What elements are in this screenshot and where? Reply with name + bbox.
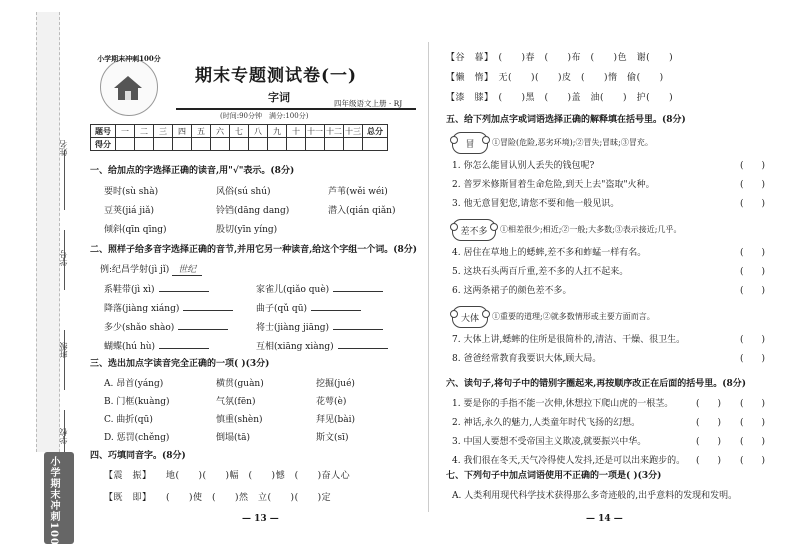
answer-paren: ( ) [740, 199, 766, 209]
q3-title: 三、选出加点字读音完全正确的一项( )(3分) [90, 359, 270, 369]
score-header-cell: 四 [173, 125, 192, 138]
q2-answer-blank [333, 320, 383, 330]
q2-item-text: 互相(xiāng xiàng) [256, 342, 334, 352]
q5-senses: ①冒险(危险,恶劣环境);②冒失;冒昧;③冒充。 [492, 138, 653, 147]
answer-paren: ( ) [740, 399, 766, 409]
brand-text: 小学期末冲刺100分 [97, 54, 161, 63]
q3-option: C. 曲折(qū) [104, 415, 153, 425]
q2-item-text: 曲子(qǔ qū) [256, 304, 307, 314]
q2-title: 二、照样子给多音字选择正确的音节,并用它另一种读音,给这个字组一个词。(8分) [90, 245, 418, 255]
score-cell [230, 138, 249, 151]
answer-paren: ( ) [740, 248, 766, 258]
score-cell [306, 138, 325, 151]
q6-sentence: 1. 要是你的手指不能一次伸,休想拉下爬山虎的一根茎。 [452, 399, 674, 409]
title-rule [176, 108, 416, 110]
score-cell [344, 138, 363, 151]
score-header-cell: 十 [287, 125, 306, 138]
q2-example [100, 262, 202, 275]
q2-item [256, 339, 388, 352]
q3-option: 气氛(fēn) [216, 397, 256, 407]
q2-item [256, 301, 361, 314]
q7-title: 七、下列句子中加点词语使用不正确的一项是( )(3分) [446, 471, 662, 481]
score-cell [116, 138, 135, 151]
score-row-label: 得分 [91, 138, 116, 151]
q2-answer-blank [159, 282, 209, 292]
q3-option: A. 昂首(yáng) [104, 379, 164, 389]
brand-badge [92, 54, 164, 114]
q1-item: 风俗(sú shú) [216, 187, 271, 197]
q1-item: 要时(sù shà) [104, 187, 159, 197]
q2-item-text: 降落(jiàng xiáng) [104, 304, 180, 314]
q1-item: 铃铛(dāng dang) [216, 206, 290, 216]
score-cell [135, 138, 154, 151]
q2-example-answer: 世纪 [172, 265, 202, 276]
q1-item: 股切(yīn yíng) [216, 225, 278, 235]
q2-answer-blank [311, 301, 361, 311]
word-cloud-badge: 大体 [452, 306, 488, 328]
q5-sentence: 5. 这块石头两百斤重,差不多的人扛不起来。 [452, 267, 629, 277]
q5-senses: ①相差很少;相近;②一般;大多数;③表示接近;几乎。 [500, 225, 682, 234]
score-cell [249, 138, 268, 151]
score-header-cell: 八 [249, 125, 268, 138]
score-header-cell: 十二 [326, 126, 342, 136]
q2-item-text: 系鞋带(jì xì) [104, 285, 155, 295]
q5-sentence: 3. 他无意冒犯您,请您不要和他一般见识。 [452, 199, 620, 209]
house-icon [112, 74, 144, 102]
q2-answer-blank [159, 339, 209, 349]
score-header-cell: 十一 [307, 126, 323, 136]
q4-row: 【懒 惰】 无( )( )皮 ( )惰 偷( ) [446, 73, 664, 83]
score-header-cell: 总分 [363, 125, 388, 138]
answer-paren: ( ) [740, 286, 766, 296]
q7-option: A. 人类利用现代科学技术获得那么多奇迹般的,出乎意料的发现和发明。 [452, 491, 738, 501]
score-cell [268, 138, 287, 151]
score-header-cell: 一 [116, 125, 135, 138]
class-label: 班级 [59, 342, 68, 358]
word-cloud-badge: 差不多 [452, 219, 496, 241]
name-label: 姓名 [59, 140, 68, 156]
class-line [64, 330, 65, 390]
q1-item: 潜入(qián qiǎn) [328, 206, 396, 216]
q3-option: 横贯(guàn) [216, 379, 264, 389]
q2-item [104, 320, 228, 333]
q2-example-text: 例:纪昌学射(jì jǐ) [100, 265, 170, 275]
score-cell [325, 138, 344, 151]
score-header-cell: 三 [154, 125, 173, 138]
q2-answer-blank [178, 320, 228, 330]
q3-option: 倒塌(tā) [216, 433, 251, 443]
q3-option: 花萼(è) [316, 397, 347, 407]
q2-answer-blank [338, 339, 388, 349]
q2-answer-blank [183, 301, 233, 311]
q2-item-text: 蝴蝶(hú hù) [104, 342, 156, 352]
q2-item-text: 家雀儿(qiǎo què) [256, 285, 330, 295]
q2-item [256, 320, 383, 333]
score-cell [287, 138, 306, 151]
answer-paren: ( ) [696, 456, 722, 466]
score-header-cell: 题号 [91, 125, 116, 138]
page-number-left: — 13 — [242, 514, 279, 524]
answer-paren: ( ) [740, 456, 766, 466]
school-label: 学校 [59, 428, 68, 444]
q3-option: D. 惩罚(chěng) [104, 433, 170, 443]
answer-paren: ( ) [740, 335, 766, 345]
exam-title: 期末专题测试卷(一) [195, 66, 358, 86]
q3-option: 拜见(bài) [316, 415, 356, 425]
score-header-cell: 五 [192, 125, 211, 138]
q6-sentence: 4. 我们很在冬天,天气冷得使人发抖,还是可以出来跑步的。 [452, 456, 686, 466]
answer-paren: ( ) [740, 418, 766, 428]
answer-paren: ( ) [740, 180, 766, 190]
id-label: 学号 [59, 250, 68, 266]
center-divider [428, 42, 429, 512]
series-logo-text: 小学期末冲刺100分 [48, 456, 59, 557]
exam-subtitle: 字词 [268, 91, 290, 104]
score-header-cell: 九 [268, 125, 287, 138]
answer-paren: ( ) [696, 418, 722, 428]
q2-item [256, 282, 383, 295]
q3-option: 慎重(shèn) [216, 415, 263, 425]
answer-paren: ( ) [740, 161, 766, 171]
q3-option: B. 门框(kuàng) [104, 397, 170, 407]
q4-row: 【既 即】 ( )使 ( )然 立( )( )定 [104, 493, 332, 503]
q1-item: 倾斜(qīn qīng) [104, 225, 167, 235]
score-cell [192, 138, 211, 151]
score-cell [211, 138, 230, 151]
name-line [64, 150, 65, 210]
q2-item [104, 339, 209, 352]
q3-option: 斯文(sī) [316, 433, 349, 443]
q3-option: 挖掘(jué) [316, 379, 355, 389]
word-cloud-badge: 冒 [452, 132, 488, 154]
score-header-cell: 七 [230, 125, 249, 138]
answer-paren: ( ) [696, 399, 722, 409]
page-number-right: — 14 — [586, 514, 623, 524]
time-info: (时间:90分钟 满分:100分) [220, 112, 309, 120]
q5-title: 五、给下列加点字或词语选择正确的解释填在括号里。(8分) [446, 115, 686, 125]
answer-paren: ( ) [740, 354, 766, 364]
grade-label: 四年级语文上册 · RJ [334, 99, 403, 108]
score-header-cell: 十三 [345, 126, 361, 136]
q4-row: 【漆 膝】 ( )黑 ( )盖 油( ) 护( ) [446, 93, 674, 103]
q5-sentence: 6. 这两条裙子的颜色差不多。 [452, 286, 572, 296]
q1-title: 一、给加点的字选择正确的读音,用"√"表示。(8分) [90, 166, 295, 176]
answer-paren: ( ) [740, 437, 766, 447]
answer-paren: ( ) [696, 437, 722, 447]
score-cell [173, 138, 192, 151]
q4-row: 【谷 暮】 ( )春 ( )布 ( )色 谢( ) [446, 53, 674, 63]
q2-item-text: 多少(shǎo shào) [104, 323, 175, 333]
q5-senses: ①重要的道理;②就多数情形或主要方面而言。 [492, 312, 655, 321]
score-table [90, 124, 388, 151]
binding-band [36, 12, 60, 452]
q1-item: 豆荚(jiá jiǎ) [104, 206, 154, 216]
q5-sentence: 1. 你怎么能冒认别人丢失的钱包呢? [452, 161, 595, 171]
q4-row: 【震 振】 地( )( )幅 ( )憾 ( )奋人心 [104, 471, 351, 481]
score-header-cell: 六 [211, 125, 230, 138]
score-header-cell: 二 [135, 125, 154, 138]
q6-title: 六、读句子,将句子中的错别字圈起来,再按顺序改正在后面的括号里。(8分) [446, 379, 747, 389]
q5-sentence: 2. 普罗米修斯冒着生命危险,到天上去"盗取"火种。 [452, 180, 655, 190]
q2-answer-blank [333, 282, 383, 292]
answer-paren: ( ) [740, 267, 766, 277]
q6-sentence: 3. 中国人要想不受帝国主义欺凌,就要振兴中华。 [452, 437, 647, 447]
q5-sentence: 7. 大体上讲,蟋蟀的住所是很简朴的,清洁、干燥、很卫生。 [452, 335, 686, 345]
q2-item [104, 282, 209, 295]
q2-item [104, 301, 233, 314]
score-cell [363, 138, 388, 151]
q5-sentence: 4. 居住在草地上的蟋蟀,差不多和蚱蜢一样有名。 [452, 248, 647, 258]
q5-sentence: 8. 爸爸经常教育我要识大体,顾大局。 [452, 354, 602, 364]
q1-item: 芦苇(wěi wéi) [328, 187, 388, 197]
binding-strip [0, 0, 78, 560]
q2-item-text: 将士(jiàng jiāng) [256, 323, 330, 333]
q6-sentence: 2. 神话,永久的魅力,人类童年时代飞扬的幻想。 [452, 418, 641, 428]
q4-title: 四、巧填同音字。(8分) [90, 451, 186, 461]
score-cell [154, 138, 173, 151]
